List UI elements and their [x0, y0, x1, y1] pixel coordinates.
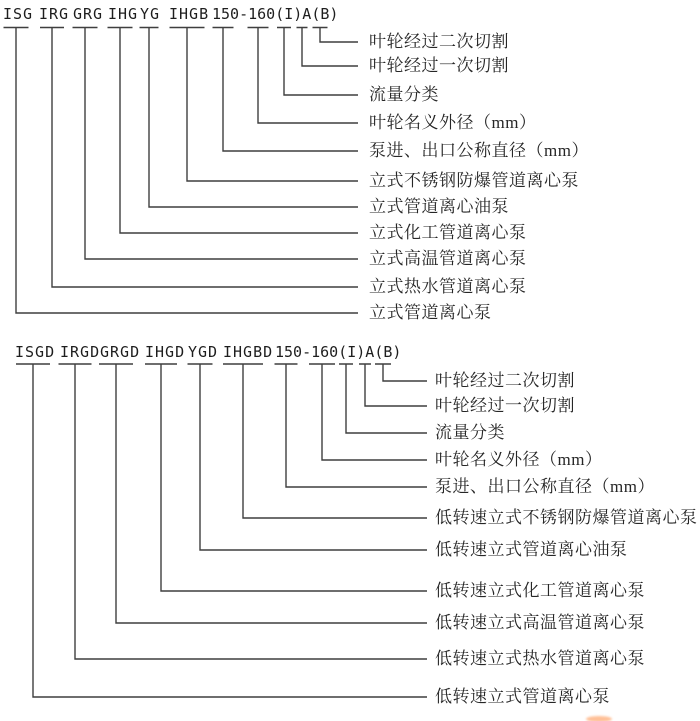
meaning-label: 叶轮名义外径（mm）: [369, 113, 537, 132]
meaning-label: 叶轮名义外径（mm）: [435, 450, 603, 469]
meaning-label: 低转速立式化工管道离心泵: [435, 581, 645, 600]
meaning-label: 立式热水管道离心泵: [369, 277, 527, 296]
meaning-label: 立式高温管道离心泵: [369, 249, 527, 268]
model-code-segment: ISGD: [15, 343, 56, 361]
meaning-label: 低转速立式管道离心油泵: [435, 540, 628, 559]
meaning-label: 叶轮经过一次切割: [369, 56, 509, 75]
model-code-segment: GRG: [73, 5, 104, 23]
bottom-edge-artifact: [586, 716, 612, 721]
model-code-segment: IRGD: [60, 343, 101, 361]
model-code-segment: IHG: [108, 5, 139, 23]
meaning-label: 低转速立式高温管道离心泵: [435, 613, 645, 632]
meaning-label: 低转速立式热水管道离心泵: [435, 649, 645, 668]
model-code-segment: GRGD: [100, 343, 141, 361]
tree-line-path: [16, 364, 427, 697]
meaning-label: 立式化工管道离心泵: [369, 223, 527, 242]
meaning-label: 低转速立式管道离心泵: [435, 687, 610, 706]
meaning-label: 立式管道离心泵: [369, 303, 492, 322]
model-code-segment: IHGBD: [223, 343, 274, 361]
model-code-segment: IRG: [39, 5, 70, 23]
model-code-segment: IHGB: [169, 5, 210, 23]
meaning-label: 立式不锈钢防爆管道离心泵: [369, 171, 579, 190]
meaning-label: 叶轮经过二次切割: [435, 371, 575, 390]
model-code-segment: YGD: [188, 343, 219, 361]
meaning-label: 泵进、出口公称直径（mm）: [369, 141, 589, 160]
meaning-label: 低转速立式不锈钢防爆管道离心泵: [435, 508, 698, 527]
model-code-segment: ISG: [3, 5, 34, 23]
model-code-segment: IHGD: [145, 343, 186, 361]
meaning-label: 流量分类: [435, 423, 505, 442]
model-code-segment: 150-160(I)A(B): [275, 343, 402, 361]
meaning-label: 叶轮经过一次切割: [435, 396, 575, 415]
meaning-label: 流量分类: [369, 85, 439, 104]
meaning-label: 叶轮经过二次切割: [369, 32, 509, 51]
meaning-label: 立式管道离心油泵: [369, 197, 509, 216]
model-code-segment: YG: [140, 5, 161, 23]
meaning-label: 泵进、出口公称直径（mm）: [435, 477, 655, 496]
model-code-segment: 150-160(I)A(B): [212, 5, 339, 23]
